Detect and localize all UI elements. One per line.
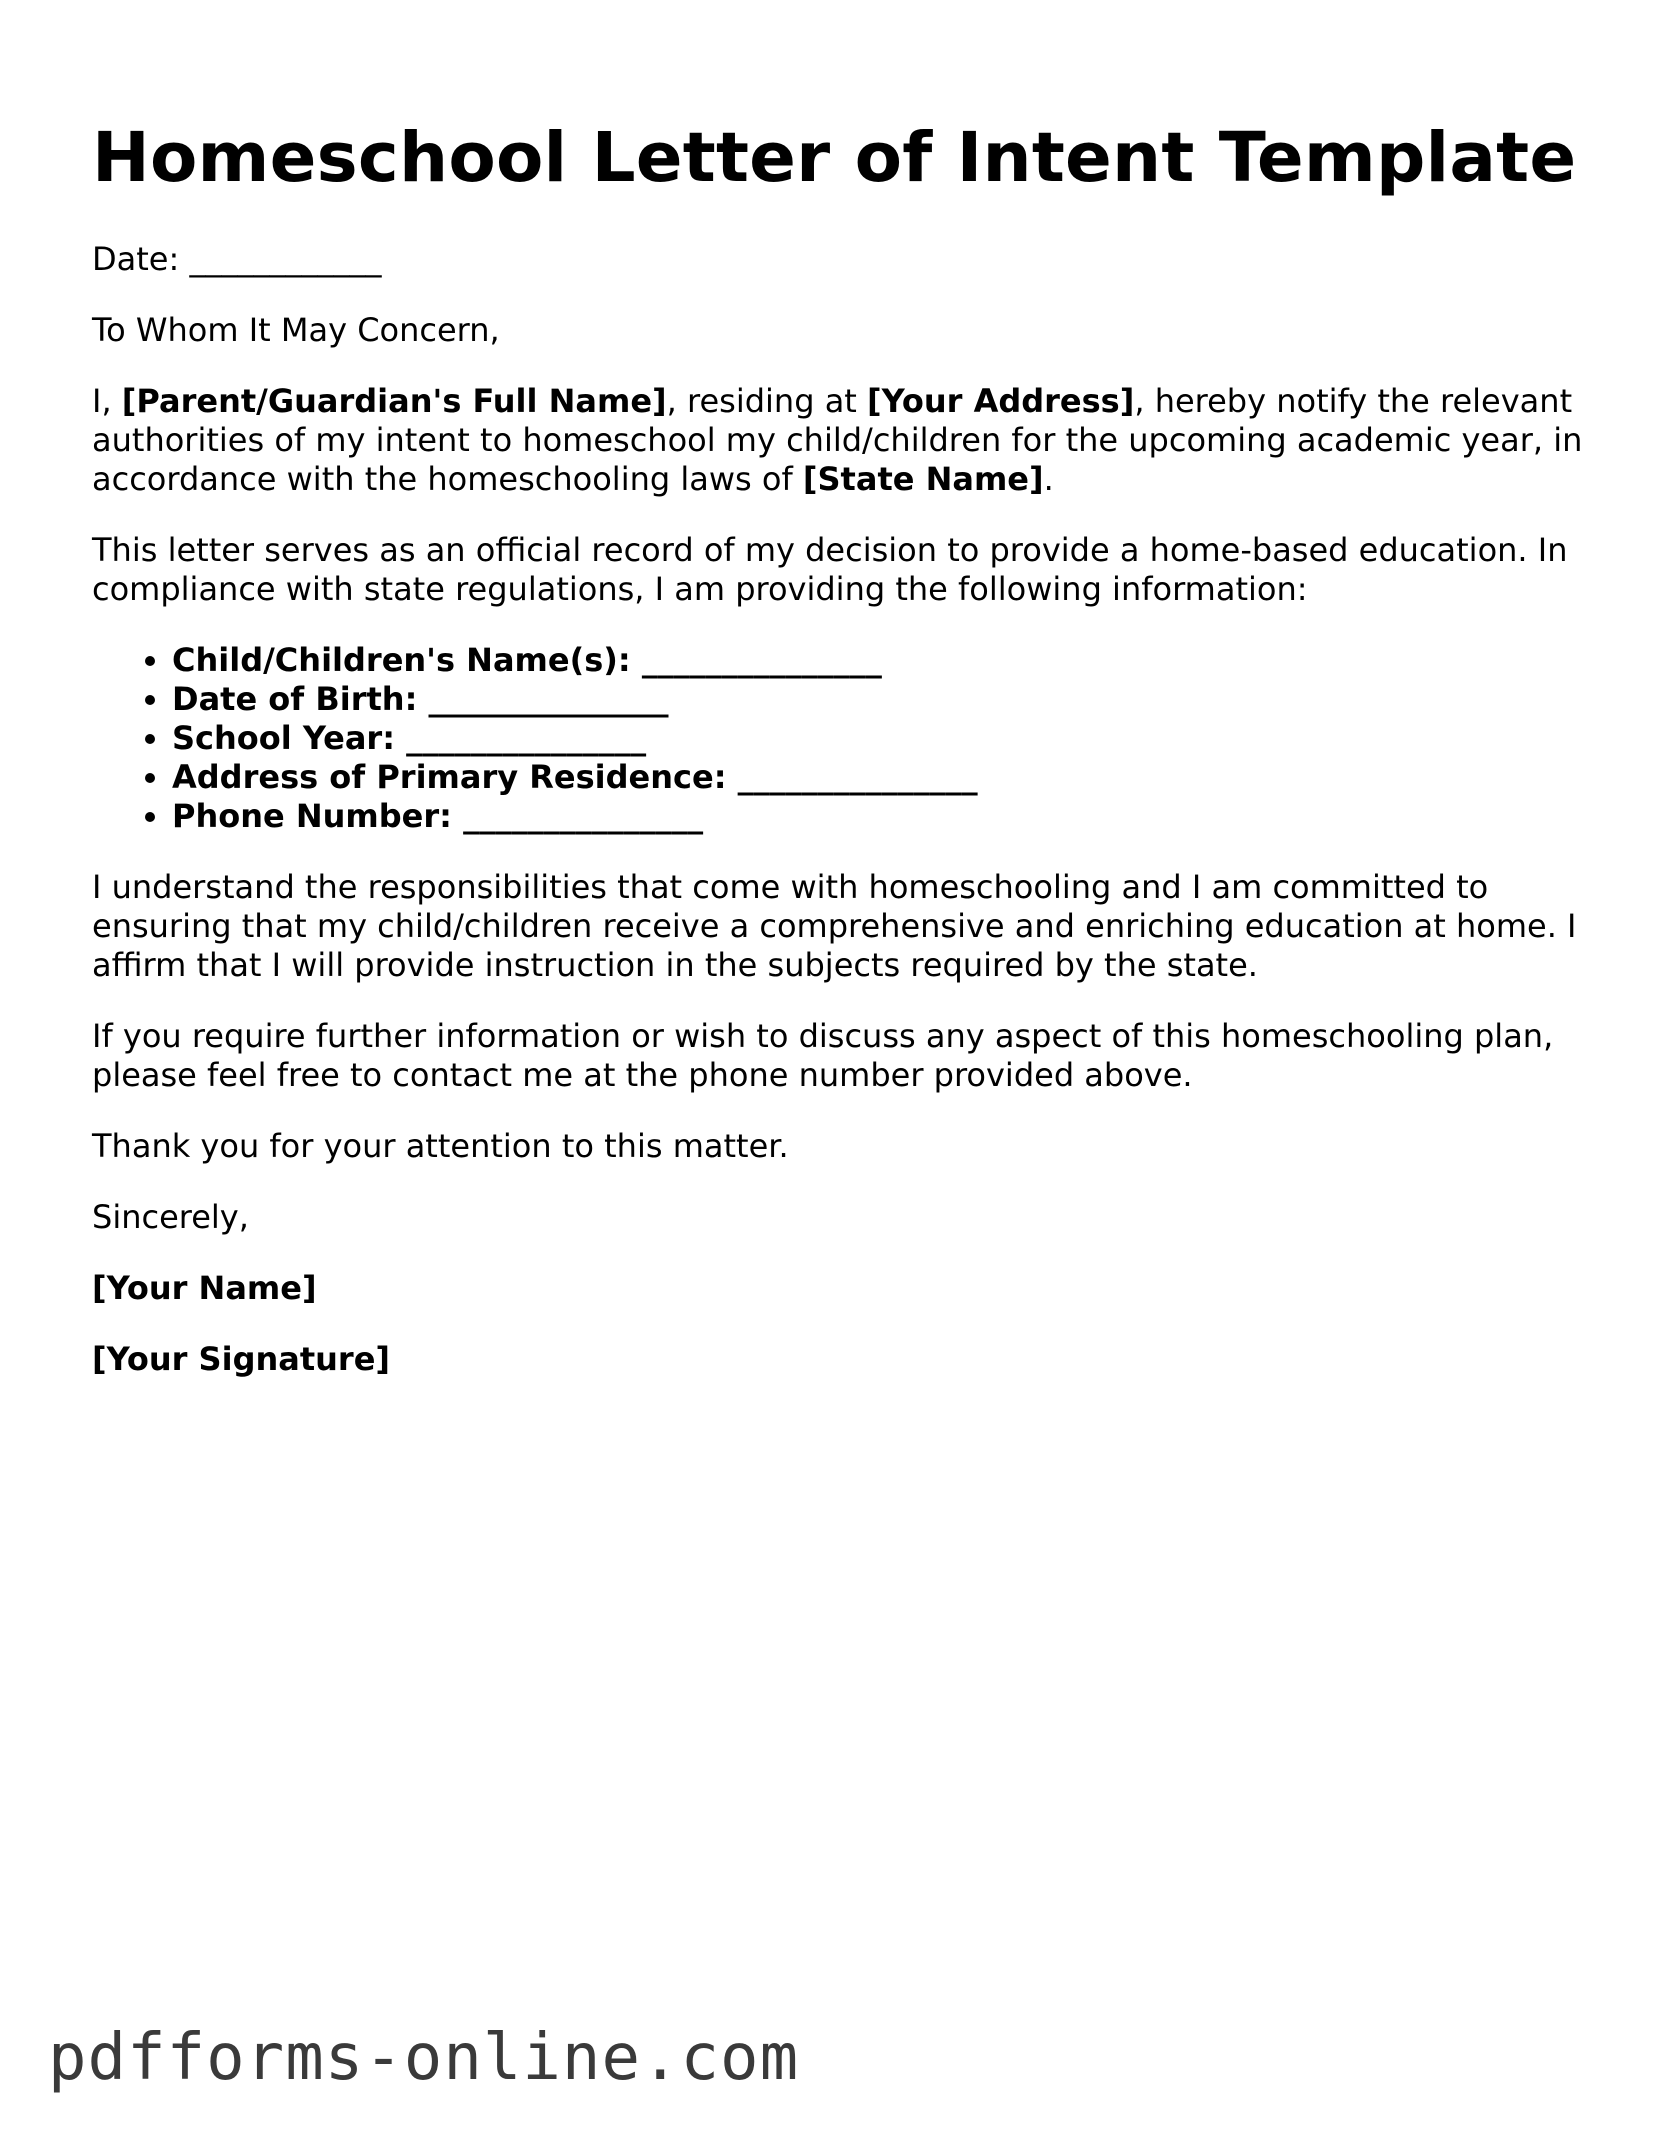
intro-mid-1: , residing at	[666, 382, 868, 420]
parent-name-placeholder: [Parent/Guardian's Full Name]	[121, 382, 667, 420]
state-placeholder: [State Name]	[802, 460, 1044, 498]
intro-mid-2: , hereby notify the relevant authorities of my intent to homeschool my child/children for the upcoming academic year, in accordance with the homeschooling laws of	[92, 382, 1583, 498]
salutation: To Whom It May Concern,	[92, 311, 500, 349]
watermark: pdfforms-online.com	[48, 2021, 800, 2095]
intro-suffix: .	[1043, 460, 1054, 498]
address-placeholder: [Your Address]	[867, 382, 1135, 420]
page-title: Homeschool Letter of Intent Template	[92, 118, 1577, 198]
list-item: • Child/Children's Name(s): _______________	[172, 641, 1592, 680]
your-signature-placeholder	[92, 1340, 1592, 1379]
contact-paragraph: If you require further information or wish to discuss any aspect of this homeschooling plan, please feel free to contact me at the phone number provided above.	[92, 1017, 1554, 1094]
your-name-text: [Your Name]	[92, 1269, 317, 1307]
your-name-placeholder	[92, 1269, 1592, 1308]
closing-line: Sincerely,	[92, 1198, 249, 1236]
list-item: • Address of Primary Residence: _______________	[172, 758, 1592, 797]
list-item: • Date of Birth: _______________	[172, 680, 1592, 719]
date-line: Date: ____________	[92, 240, 382, 278]
thanks-line: Thank you for your attention to this matter.	[92, 1127, 789, 1165]
list-item: • Phone Number: _______________	[172, 797, 1592, 836]
letter-page	[92, 0, 1592, 1379]
your-signature-text: [Your Signature]	[92, 1340, 391, 1378]
commitment-paragraph: I understand the responsibilities that come with homeschooling and I am committed to ensuring that my child/children receive a comprehensive and enriching education at home. I affirm that I will provide instruction in the subjects required by the state.	[92, 868, 1577, 984]
intro-paragraph	[92, 382, 1592, 499]
list-item: • School Year: _______________	[172, 719, 1592, 758]
record-paragraph: This letter serves as an official record of my decision to provide a home-based education. In compliance with state regulations, I am providing the following information:	[92, 531, 1568, 608]
info-list	[92, 641, 1592, 836]
intro-prefix: I,	[92, 382, 122, 420]
